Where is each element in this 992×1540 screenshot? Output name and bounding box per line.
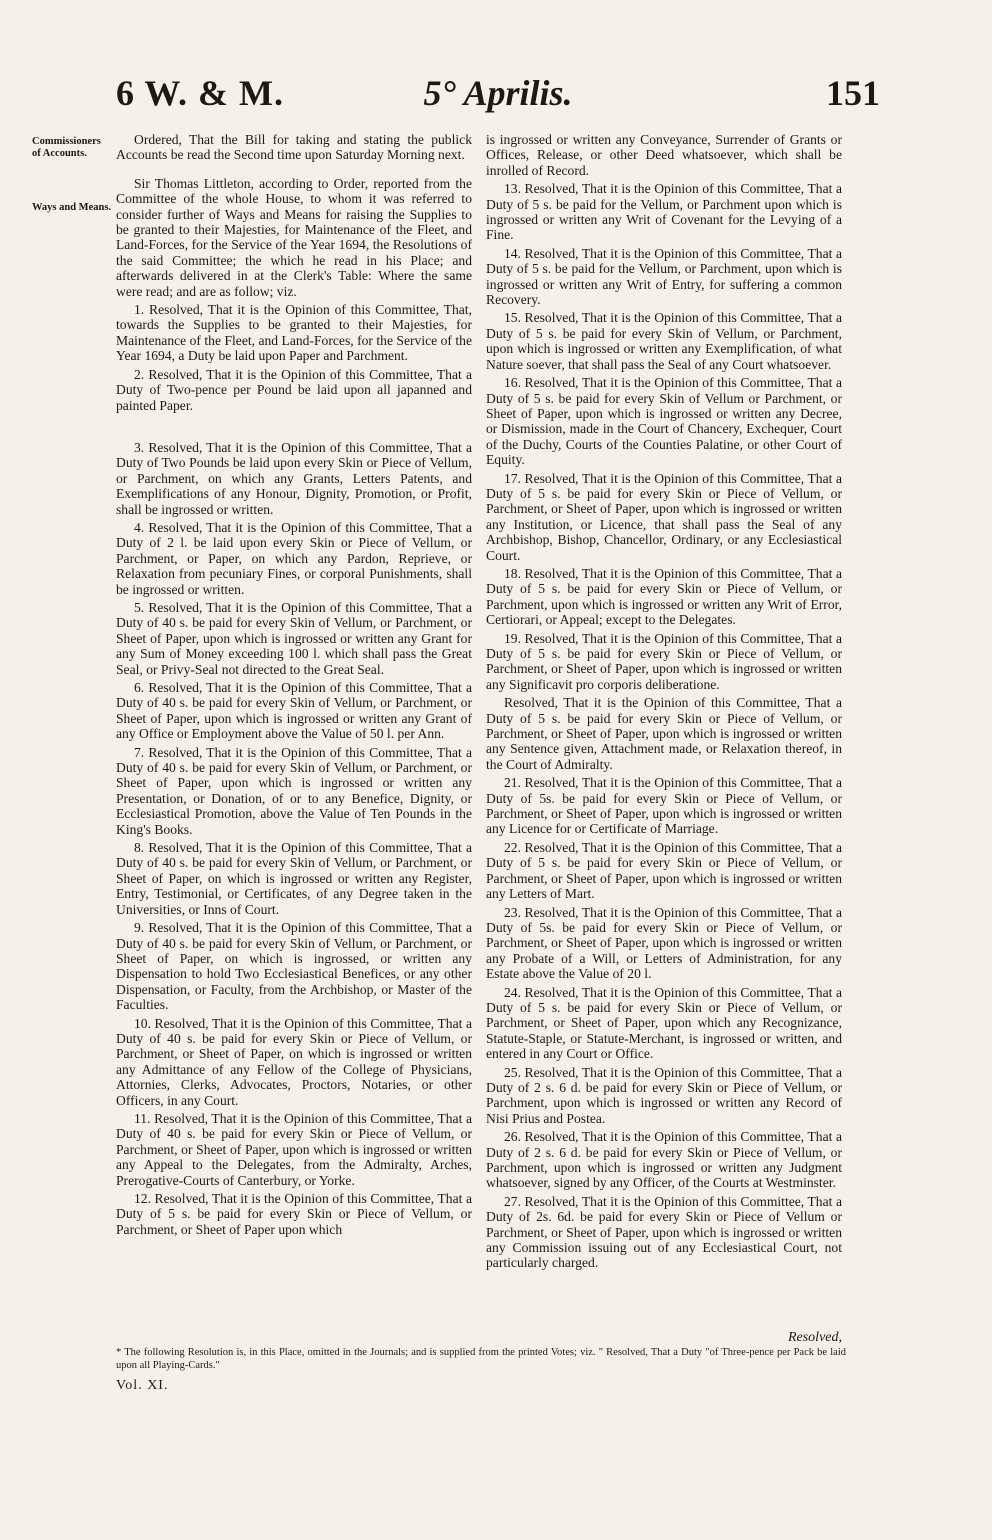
left-column	[116, 132, 472, 1240]
resolution-27: 27. Resolved, That it is the Opinion of this Committee, That a Duty of 2s. 6d. be paid for every Skin or Piece of Vellum or Parchment, or Sheet of Paper, upon which is ingrossed or written any Commission issuing out of any Ecclesiastical Court, not particularly charged.	[486, 1193, 842, 1271]
resolution-1: 1. Resolved, That it is the Opinion of this Committee, That, towards the Supplies to be granted to their Majesties, for Maintenance of the Fleet, and Land-Forces, for the Service of the Year 1694, a Duty be laid upon Paper and Parchment.	[116, 302, 472, 364]
resolution-16: 16. Resolved, That it is the Opinion of this Committee, That a Duty of 5 s. be paid for every Skin of Vellum or Parchment, or Sheet of Paper, upon which is ingrossed or written any Decree, or Dismission, made in the Court of Chancery, Exchequer, Court of the Duchy, Courts of the Counties Palatine, or other Court of Equity.	[486, 375, 842, 468]
resolution-6: 6. Resolved, That it is the Opinion of this Committee, That a Duty of 40 s. be paid for every Skin of Vellum, or Parchment, or Sheet of Paper, upon which is ingrossed or written any Grant of any Office or Employment above the Value of 50 l. per Ann.	[116, 680, 472, 742]
footnote: * The following Resolution is, in this Place, omitted in the Journals; and is supplied from the printed Votes; viz. " Resolved, That a Duty "of Three-pence per Pack be laid upon all Playing-Cards."	[116, 1347, 846, 1371]
resolution-18: 18. Resolved, That it is the Opinion of this Committee, That a Duty of 5 s. be paid for every Skin or Piece of Vellum, or Parchment, upon which is ingrossed or written any Writ of Error, Certiorari, or Appeal; except to the Delegates.	[486, 565, 842, 628]
resolution-9: 9. Resolved, That it is the Opinion of this Committee, That a Duty of 40 s. be paid for every Skin of Vellum, or Parchment, or Sheet of Paper, on which is ingrossed, or written any Dispensation to hold Two Ecclesiastical Benefices, or any other Dispensation, or Faculty, from the Archbishop, or Master of the Faculties.	[116, 920, 472, 1013]
resolution-10: 10. Resolved, That it is the Opinion of this Committee, That a Duty of 40 s. be paid for every Skin or Piece of Vellum, or Parchment, or Sheet of Paper, on which is ingrossed or written any Admittance of any Fellow of the College of Physicians, Attornies, Clerks, Advocates, Proctors, Notaries, or other Officers, in any Court.	[116, 1015, 472, 1108]
catchword: Resolved,	[787, 1330, 842, 1345]
resolution-25: 25. Resolved, That it is the Opinion of this Committee, That a Duty of 2 s. 6 d. be paid for every Skin or Piece of Vellum, or Parchment, upon which is ingrossed or written any Record of Nisi Prius and Postea.	[486, 1064, 842, 1126]
resolution-12-continued: is ingrossed or written any Conveyance, Surrender of Grants or Offices, Release, or other Deed whatsoever, which shall be inrolled of Record.	[486, 132, 842, 178]
resolution-19: 19. Resolved, That it is the Opinion of this Committee, That a Duty of 5 s. be paid for every Skin or Piece of Vellum, or Parchment, or Sheet of Paper, upon which is ingrossed or written any Significavit pro corporis deliberatione.	[486, 630, 842, 692]
order-paragraph: Ordered, That the Bill for taking and stating the publick Accounts be read the Second time upon Saturday Morning next.	[116, 132, 472, 163]
margin-note-commissioners: Commissioners of Accounts.	[32, 136, 101, 159]
resolution-20: Resolved, That it is the Opinion of this Committee, That a Duty of 5 s. be paid for every Skin or Piece of Vellum, or Parchment, or Sheet of Paper, upon which is ingrossed or written any Sentence given, Attachment made, or Relaxation thereof, in the Court of Admiralty.	[486, 695, 842, 772]
volume-signature: Vol. XI.	[116, 1378, 169, 1393]
resolution-7: 7. Resolved, That it is the Opinion of this Committee, That a Duty of 40 s. be paid for every Skin of Vellum, or Parchment, or Sheet of Paper, upon which is ingrossed or written any Presentation, or Donation, of or to any Benefice, Dignity, or Ecclesiastical Promotion, above the Value of Ten Pounds in the King's Books.	[116, 744, 472, 837]
resolution-21: 21. Resolved, That it is the Opinion of this Committee, That a Duty of 5s. be paid for every Skin or Piece of Vellum, or Parchment, or Sheet of Paper, upon which is ingrossed or written any Licence for or Certificate of Marriage.	[486, 775, 842, 837]
resolution-22: 22. Resolved, That it is the Opinion of this Committee, That a Duty of 5 s. be paid for every Skin or Piece of Vellum, or Parchment, or Sheet of Paper, upon which is ingrossed or written any Letters of Mart.	[486, 839, 842, 902]
resolution-3: 3. Resolved, That it is the Opinion of this Committee, That a Duty of Two Pounds be laid upon every Skin or Piece of Vellum, or Parchment, on which any Grants, Letters Patents, and Exemplifications of any Honour, Dignity, Promotion, or Profit, shall be ingrossed or written.	[116, 439, 472, 517]
resolution-11: 11. Resolved, That it is the Opinion of this Committee, That a Duty of 40 s. be paid for every Skin or Piece of Vellum, or Parchment, or Sheet of Paper, upon which is ingrossed or written any Appeal to the Delegates, from the Admiralty, Arches, Prerogative-Courts of Canterbury, or Yorke.	[116, 1110, 472, 1188]
margin-note-ways-and-means: Ways and Means.	[32, 202, 112, 213]
resolution-8: 8. Resolved, That it is the Opinion of this Committee, That a Duty of 40 s. be paid for every Skin of Vellum, or Parchment, or Sheet of Paper, on which is ingrossed or written any Register, Entry, Testimonial, or Certificates, of any Degree taken in the Universities, or Inns of Court.	[116, 840, 472, 917]
resolution-14: 14. Resolved, That it is the Opinion of this Committee, That a Duty of 5 s. be paid for the Vellum, or Parchment, upon which is ingrossed or written any Writ of Entry, for suffering a common Recovery.	[486, 245, 842, 308]
report-paragraph: Sir Thomas Littleton, according to Order, reported from the Committee of the whole House, to whom it was referred to consider further of Ways and Means for raising the Supplies to be granted to their Majesties, for Maintenance of the Fleet, and Land-Forces, for the Service of the Year 1694, the Resolutions of the said Committee; the which he read in his Place; and afterwards delivered in at the Clerk's Table: Where the same were read; and are as follow; viz.	[116, 175, 472, 299]
resolution-12: 12. Resolved, That it is the Opinion of this Committee, That a Duty of 5 s. be paid for every Skin or Piece of Vellum, or Parchment, or Sheet of Paper upon which	[116, 1191, 472, 1237]
page-header	[116, 72, 880, 122]
resolution-13: 13. Resolved, That it is the Opinion of this Committee, That a Duty of 5 s. be paid for the Vellum, or Parchment upon which is ingrossed or written any Writ of Covenant for the Levying of a Fine.	[486, 181, 842, 243]
date-heading: 5° Aprilis.	[423, 73, 573, 113]
resolution-24: 24. Resolved, That it is the Opinion of this Committee, That a Duty of 5 s. be paid for every Skin or Piece of Vellum, or Parchment, or Sheet of Paper, upon which any Recognizance, Statute-Staple, or Statute-Merchant, is ingrossed or written, and entered in any Court or Office.	[486, 984, 842, 1062]
resolution-2: 2. Resolved, That it is the Opinion of this Committee, That a Duty of Two-pence per Pound be laid upon all japanned and painted Paper.	[116, 366, 472, 413]
resolution-17: 17. Resolved, That it is the Opinion of this Committee, That a Duty of 5 s. be paid for every Skin or Piece of Vellum, or Parchment, or Sheet of Paper, upon which is ingrossed or written any Institution, or Licence, that shall pass the Seal of any Archbishop, Bishop, Chancellor, Ordinary, or any Ecclesiastical Court.	[486, 470, 842, 563]
page-number: 151	[826, 73, 880, 113]
resolution-15: 15. Resolved, That it is the Opinion of this Committee, That a Duty of 5 s. be paid for every Skin of Vellum, or Parchment, upon which is ingrossed or written any Exemplification, of what Nature soever, that shall pass the Seal of any Court whatsoever.	[486, 310, 842, 372]
regnal-year: 6 W. & M.	[116, 73, 285, 113]
resolution-26: 26. Resolved, That it is the Opinion of this Committee, That a Duty of 2 s. 6 d. be paid for every Skin or Piece of Vellum, or Parchment, upon which is ingrossed or written any Judgment whatsoever, signed by any Officer, of the Courts at Westminster.	[486, 1129, 842, 1191]
resolution-23: 23. Resolved, That it is the Opinion of this Committee, That a Duty of 5s. be paid for every Skin or Piece of Vellum, or Parchment, or Sheet of Paper, upon which is ingrossed or written any Probate of a Will, or Letters of Administration, for any Estate above the Value of 20 l.	[486, 904, 842, 982]
resolution-4: 4. Resolved, That it is the Opinion of this Committee, That a Duty of 2 l. be laid upon every Skin or Piece of Vellum, or Parchment, or Paper, on which any Pardon, Reprieve, or Relaxation from pecuniary Fines, or corporal Punishments, shall be ingrossed or written.	[116, 519, 472, 597]
resolution-5: 5. Resolved, That it is the Opinion of this Committee, That a Duty of 40 s. be paid for every Skin of Vellum, or Parchment, or Sheet of Paper, upon which is ingrossed or written any Grant for any Sum of Money exceeding 100 l. which shall pass the Great Seal, or Privy-Seal not directed to the Great Seal.	[116, 599, 472, 677]
right-column	[486, 132, 842, 1274]
